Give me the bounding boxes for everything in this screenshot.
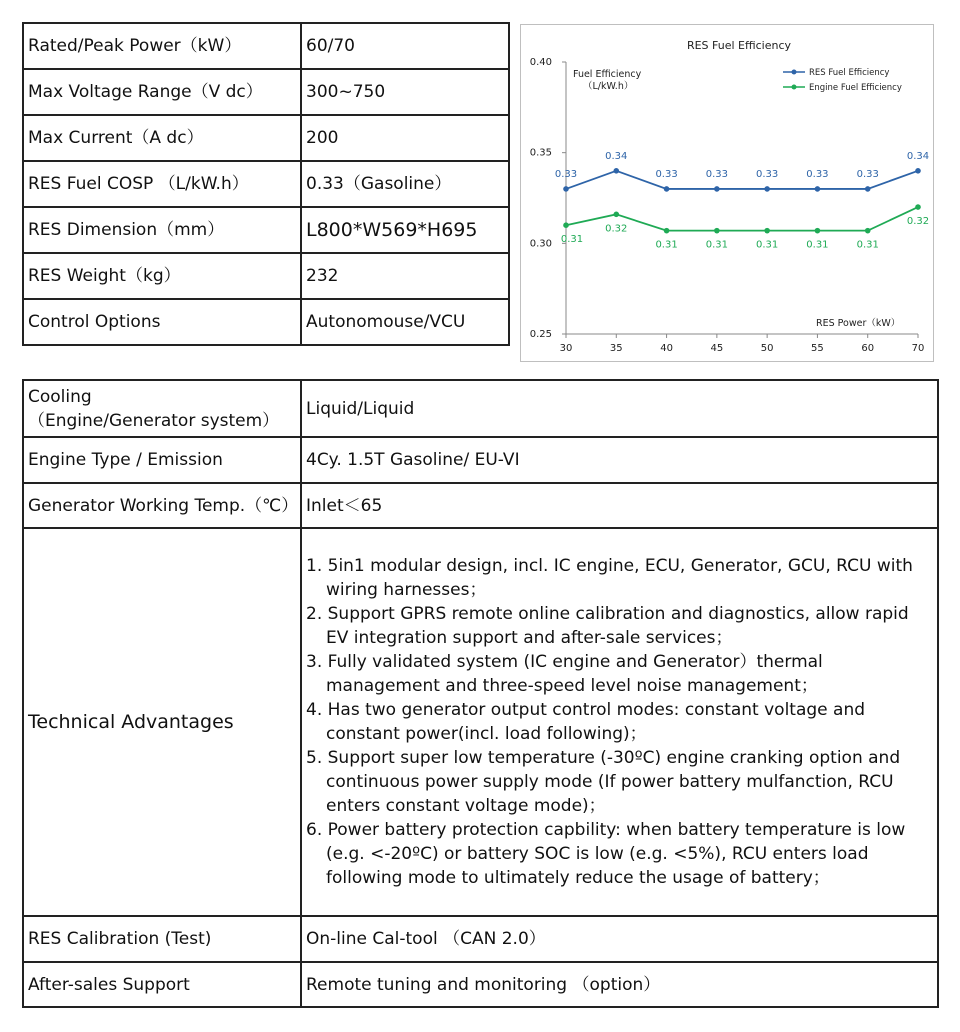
data-point-engine <box>664 228 670 234</box>
chart-xlabel: RES Power（kW） <box>816 318 901 329</box>
y-tick-label: 0.25 <box>529 329 552 340</box>
fuel-efficiency-chart <box>520 24 934 362</box>
row-cooling <box>23 380 938 437</box>
cooling-label <box>23 380 301 437</box>
tech-advantage-item: 4. Has two generator output control modes: constant voltage and constant power(incl. load following)； <box>306 700 866 744</box>
x-tick-label: 40 <box>660 343 673 354</box>
tech-advantage-item: 2. Support GPRS remote online calibration and diagnostics, allow rapid EV integration support and after-sale services； <box>306 604 909 648</box>
data-point-res <box>815 186 821 192</box>
legend-marker-engine <box>792 85 797 90</box>
x-tick-label: 35 <box>609 343 623 354</box>
data-point-engine <box>714 228 720 234</box>
data-point-res <box>613 168 619 174</box>
detail-table <box>22 379 939 1008</box>
data-point-res <box>865 186 871 192</box>
data-label-res: 0.34 <box>906 150 930 162</box>
after-value: Remote tuning and monitoring （option） <box>301 962 938 1007</box>
data-point-engine <box>815 228 821 234</box>
row-after-sales <box>23 962 938 1007</box>
data-label-engine: 0.32 <box>605 223 628 235</box>
data-label-res: 0.33 <box>806 168 829 180</box>
y-tick-label: 0.30 <box>529 238 552 250</box>
tech-value <box>301 528 938 916</box>
x-tick-label: 50 <box>760 343 774 354</box>
row-engine <box>23 437 938 483</box>
engine-label: Engine Type / Emission <box>23 437 301 483</box>
spec-label: RES Dimension（mm） <box>23 207 301 253</box>
spec-value: 60/70 <box>301 23 509 69</box>
data-point-engine <box>613 212 619 218</box>
spec-label: Max Voltage Range（V dc） <box>23 69 301 115</box>
data-label-res: 0.33 <box>856 168 879 180</box>
spec-row <box>23 253 509 299</box>
data-point-engine <box>915 204 921 210</box>
spec-label: RES Weight（kg） <box>23 253 301 299</box>
y-tick-label: 0.35 <box>529 147 552 159</box>
data-label-engine: 0.31 <box>655 239 678 251</box>
tech-advantages-list <box>306 554 933 890</box>
chart-title: RES Fuel Efficiency <box>686 39 792 52</box>
spec-label: Max Current（A dc） <box>23 115 301 161</box>
legend-label-res: RES Fuel Efficiency <box>809 68 890 78</box>
spec-table <box>22 22 510 346</box>
spec-row <box>23 115 509 161</box>
calib-label: RES Calibration (Test) <box>23 916 301 962</box>
data-point-engine <box>764 228 770 234</box>
spec-value: 232 <box>301 253 509 299</box>
spec-value: 200 <box>301 115 509 161</box>
chart-ylabel: Fuel Efficiency <box>573 69 642 80</box>
cooling-value: Liquid/Liquid <box>301 380 938 437</box>
tech-advantage-item: 6. Power battery protection capbility: when battery temperature is low (e.g. <-20ºC) or battery SOC is low (e.g. <5%), RCU enters load following mode to ultimately reduce the usage of battery； <box>306 820 906 888</box>
tech-advantage-item: 5. Support super low temperature (-30ºC) engine cranking option and continuous power supply mode (If power battery mulfanction, RCU enters constant voltage mode)； <box>306 748 901 816</box>
data-label-res: 0.33 <box>705 168 728 180</box>
cooling-label-line1: Cooling <box>28 386 92 407</box>
spec-row <box>23 23 509 69</box>
data-label-engine: 0.32 <box>906 216 930 228</box>
data-point-res <box>764 186 770 192</box>
data-label-res: 0.33 <box>756 168 779 180</box>
data-label-engine: 0.31 <box>560 234 584 246</box>
data-point-res <box>664 186 670 192</box>
tech-label: Technical Advantages <box>23 528 301 916</box>
spec-value: L800*W569*H695 <box>301 207 509 253</box>
cooling-label-line2: （Engine/Generator system） <box>28 410 280 431</box>
data-point-engine <box>865 228 871 234</box>
data-label-res: 0.33 <box>554 168 578 180</box>
data-point-res <box>563 186 569 192</box>
spec-value: 300~750 <box>301 69 509 115</box>
data-label-engine: 0.31 <box>806 239 829 251</box>
engine-value: 4Cy. 1.5T Gasoline/ EU-VI <box>301 437 938 483</box>
chart-ylabel-unit: （L/kW.h） <box>583 81 634 92</box>
row-technical-advantages <box>23 528 938 916</box>
data-point-res <box>714 186 720 192</box>
spec-row <box>23 161 509 207</box>
data-point-res <box>915 168 921 174</box>
data-label-res: 0.33 <box>655 168 678 180</box>
row-calibration <box>23 916 938 962</box>
gen-temp-value: Inlet＜65 <box>301 483 938 528</box>
spec-label: RES Fuel COSP （L/kW.h） <box>23 161 301 207</box>
data-point-engine <box>563 222 569 228</box>
row-gen-temp <box>23 483 938 528</box>
spec-value: 0.33（Gasoline） <box>301 161 509 207</box>
spec-label: Rated/Peak Power（kW） <box>23 23 301 69</box>
calib-value: On-line Cal-tool （CAN 2.0） <box>301 916 938 962</box>
data-label-engine: 0.31 <box>705 239 728 251</box>
spec-row <box>23 69 509 115</box>
x-tick-label: 30 <box>559 343 573 354</box>
data-label-engine: 0.31 <box>756 239 779 251</box>
legend-marker-res <box>792 70 797 75</box>
data-label-res: 0.34 <box>605 150 628 162</box>
spec-row <box>23 207 509 253</box>
tech-advantage-item: 3. Fully validated system (IC engine and Generator）thermal management and three-speed level noise management； <box>306 652 823 696</box>
spec-label: Control Options <box>23 299 301 345</box>
x-tick-label: 60 <box>861 343 875 354</box>
gen-temp-label: Generator Working Temp.（℃） <box>23 483 301 528</box>
x-tick-label: 70 <box>911 343 925 354</box>
spec-value: Autonomouse/VCU <box>301 299 509 345</box>
y-tick-label: 0.40 <box>529 57 552 68</box>
legend-label-engine: Engine Fuel Efficiency <box>809 83 902 93</box>
x-tick-label: 55 <box>811 343 824 354</box>
after-label: After-sales Support <box>23 962 301 1007</box>
x-tick-label: 45 <box>710 343 724 354</box>
tech-advantage-item: 1. 5in1 modular design, incl. IC engine, ECU, Generator, GCU, RCU with wiring harnesses； <box>306 556 913 600</box>
chart-svg <box>521 25 933 361</box>
data-label-engine: 0.31 <box>856 239 879 251</box>
spec-row <box>23 299 509 345</box>
